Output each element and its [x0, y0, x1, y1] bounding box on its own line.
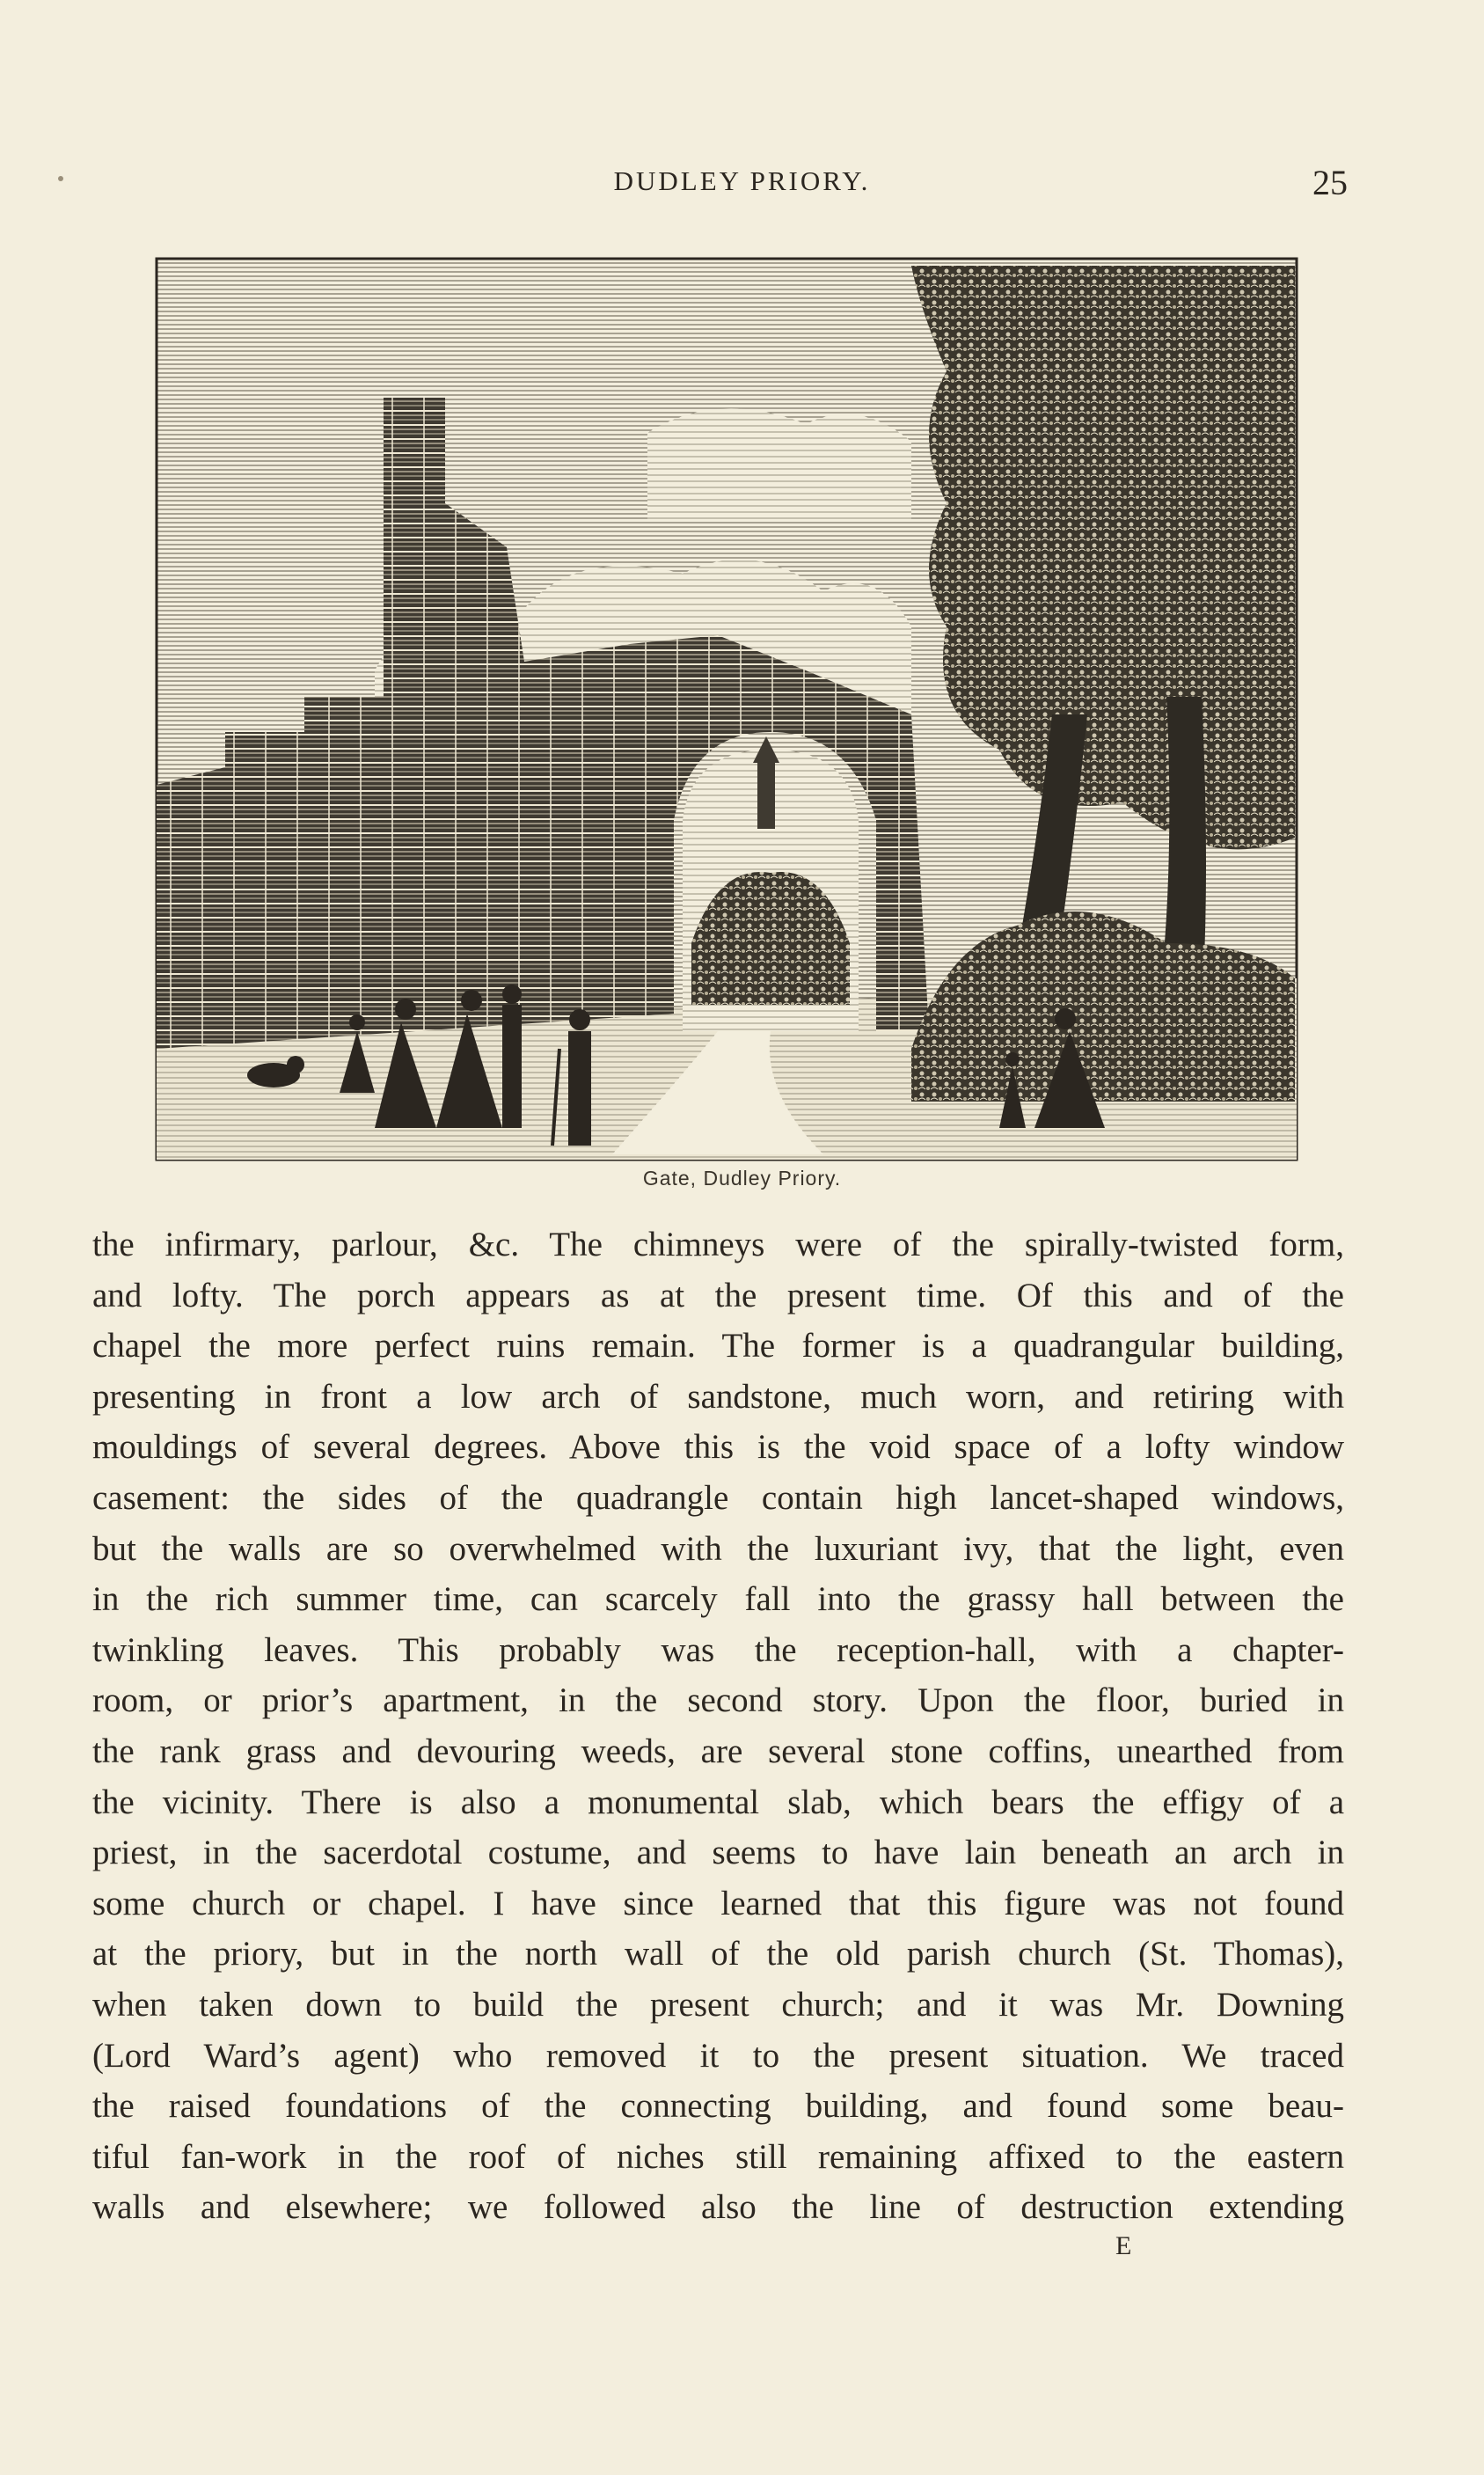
text-line: mouldings of several degrees. Above this is the void space of a lofty window	[92, 1428, 1344, 1467]
text-line: but the walls are so overwhelmed with the luxuriant ivy, that the light, even	[92, 1529, 1344, 1568]
running-head	[0, 165, 1484, 209]
text-line: the vicinity. There is also a monumental slab, which bears the effigy of a	[92, 1783, 1344, 1821]
text-line: twinkling leaves. This probably was the reception-hall, with a chapter-	[92, 1630, 1344, 1669]
text-line: chapel the more perfect ruins remain. The former is a quadrangular building,	[92, 1327, 1344, 1366]
text-line: the infirmary, parlour, &c. The chimneys were of the spirally-twisted form,	[92, 1226, 1344, 1263]
text-line: walls and elsewhere; we followed also the line of destruction extending	[92, 2188, 1344, 2227]
text-line: presenting in front a low arch of sandstone, much worn, and retiring with	[92, 1377, 1344, 1416]
text-line: the raised foundations of the connecting building, and found some beau-	[92, 2087, 1344, 2126]
text-line: the rank grass and devouring weeds, are several stone coffins, unearthed from	[92, 1732, 1344, 1770]
text-line: when taken down to build the present church; and it was Mr. Downing	[92, 1985, 1344, 2024]
text-line: tiful fan-work in the roof of niches still remaining affixed to the eastern	[92, 2137, 1344, 2176]
text-line: at the priory, but in the north wall of the old parish church (St. Thomas),	[92, 1935, 1344, 1973]
text-line: (Lord Ward’s agent) who removed it to the present situation. We traced	[92, 2036, 1344, 2075]
text-line: priest, in the sacerdotal costume, and seems to have lain beneath an arch in	[92, 1834, 1344, 1872]
text-line: in the rich summer time, can scarcely fall into the grassy hall between the	[92, 1580, 1344, 1619]
text-line: casement: the sides of the quadrangle contain high lancet-shaped windows,	[92, 1478, 1344, 1517]
signature-mark: E	[1115, 2231, 1134, 2260]
text-line: and lofty. The porch appears as at the present time. Of this and of the	[92, 1276, 1344, 1314]
text-line: room, or prior’s apartment, in the second story. Upon the floor, buried in	[92, 1681, 1344, 1720]
engraving-figure	[155, 257, 1298, 1161]
engraving-illustration-icon	[155, 257, 1298, 1161]
page-number: 25	[1312, 163, 1348, 202]
running-title: DUDLEY PRIORY.	[613, 165, 871, 196]
text-line: some church or chapel. I have since learned that this figure was not found	[92, 1884, 1344, 1922]
figure-caption: Gate, Dudley Priory.	[642, 1167, 842, 1190]
body-text	[92, 1219, 1344, 2233]
